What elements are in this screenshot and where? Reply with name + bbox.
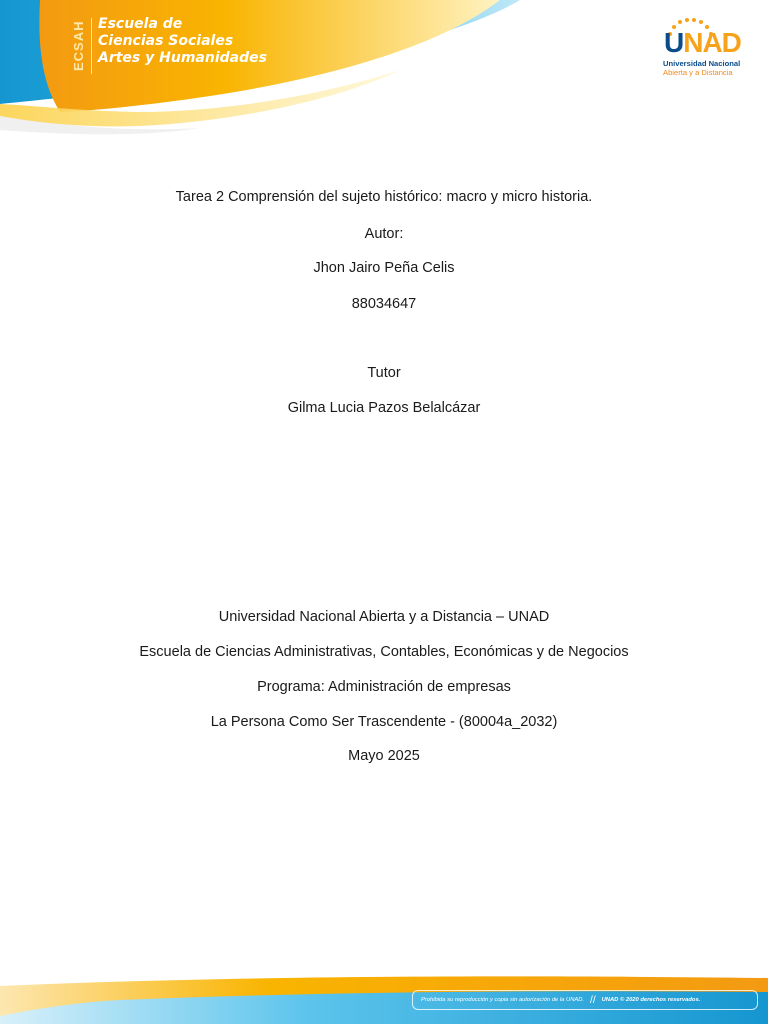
program-name: Programa: Administración de empresas bbox=[257, 679, 511, 695]
cover-title: Tarea 2 Comprensión del sujeto histórico: macro y micro historia. bbox=[175, 189, 593, 205]
school-logo bbox=[70, 14, 270, 78]
tutor-label: Tutor bbox=[367, 365, 401, 381]
university-logo-subtitle-line-2: Abierta y a Distancia bbox=[663, 68, 733, 77]
author-id: 88034647 bbox=[351, 296, 417, 312]
tutor-name: Gilma Lucia Pazos Belalcázar bbox=[287, 400, 481, 416]
university-logo-letters-nad: NAD bbox=[683, 27, 741, 58]
school-name: Escuela de Ciencias Administrativas, Contables, Económicas y de Negocios bbox=[139, 644, 629, 660]
course-name: La Persona Como Ser Trascendente - (80004a_2032) bbox=[210, 714, 558, 730]
school-logo-acronym: ECSAH bbox=[71, 20, 86, 72]
school-logo-divider bbox=[91, 18, 92, 74]
school-logo-line-3: Artes y Humanidades bbox=[98, 50, 267, 66]
university-logo-letter-u: U bbox=[664, 27, 684, 58]
university-logo-wordmark bbox=[664, 28, 741, 58]
school-logo-text bbox=[98, 16, 267, 67]
footer-notice-left: Prohibida su reproducción y copia sin autorización de la UNAD. bbox=[421, 997, 585, 1003]
university-logo bbox=[660, 18, 744, 80]
university-name: Universidad Nacional Abierta y a Distancia – UNAD bbox=[218, 609, 550, 625]
author-name: Jhon Jairo Peña Celis bbox=[313, 260, 455, 276]
footer-copyright-notice bbox=[412, 990, 758, 1010]
author-label: Autor: bbox=[364, 226, 404, 242]
school-logo-line-2: Ciencias Sociales bbox=[98, 33, 234, 49]
footer-notice-separator: // bbox=[590, 994, 596, 1006]
university-logo-subtitle bbox=[663, 59, 740, 77]
footer-notice-right: UNAD © 2020 derechos reservados. bbox=[601, 997, 701, 1003]
school-logo-line-1: Escuela de bbox=[98, 16, 183, 32]
university-logo-subtitle-line-1: Universidad Nacional bbox=[663, 59, 741, 68]
document-date: Mayo 2025 bbox=[348, 748, 420, 764]
